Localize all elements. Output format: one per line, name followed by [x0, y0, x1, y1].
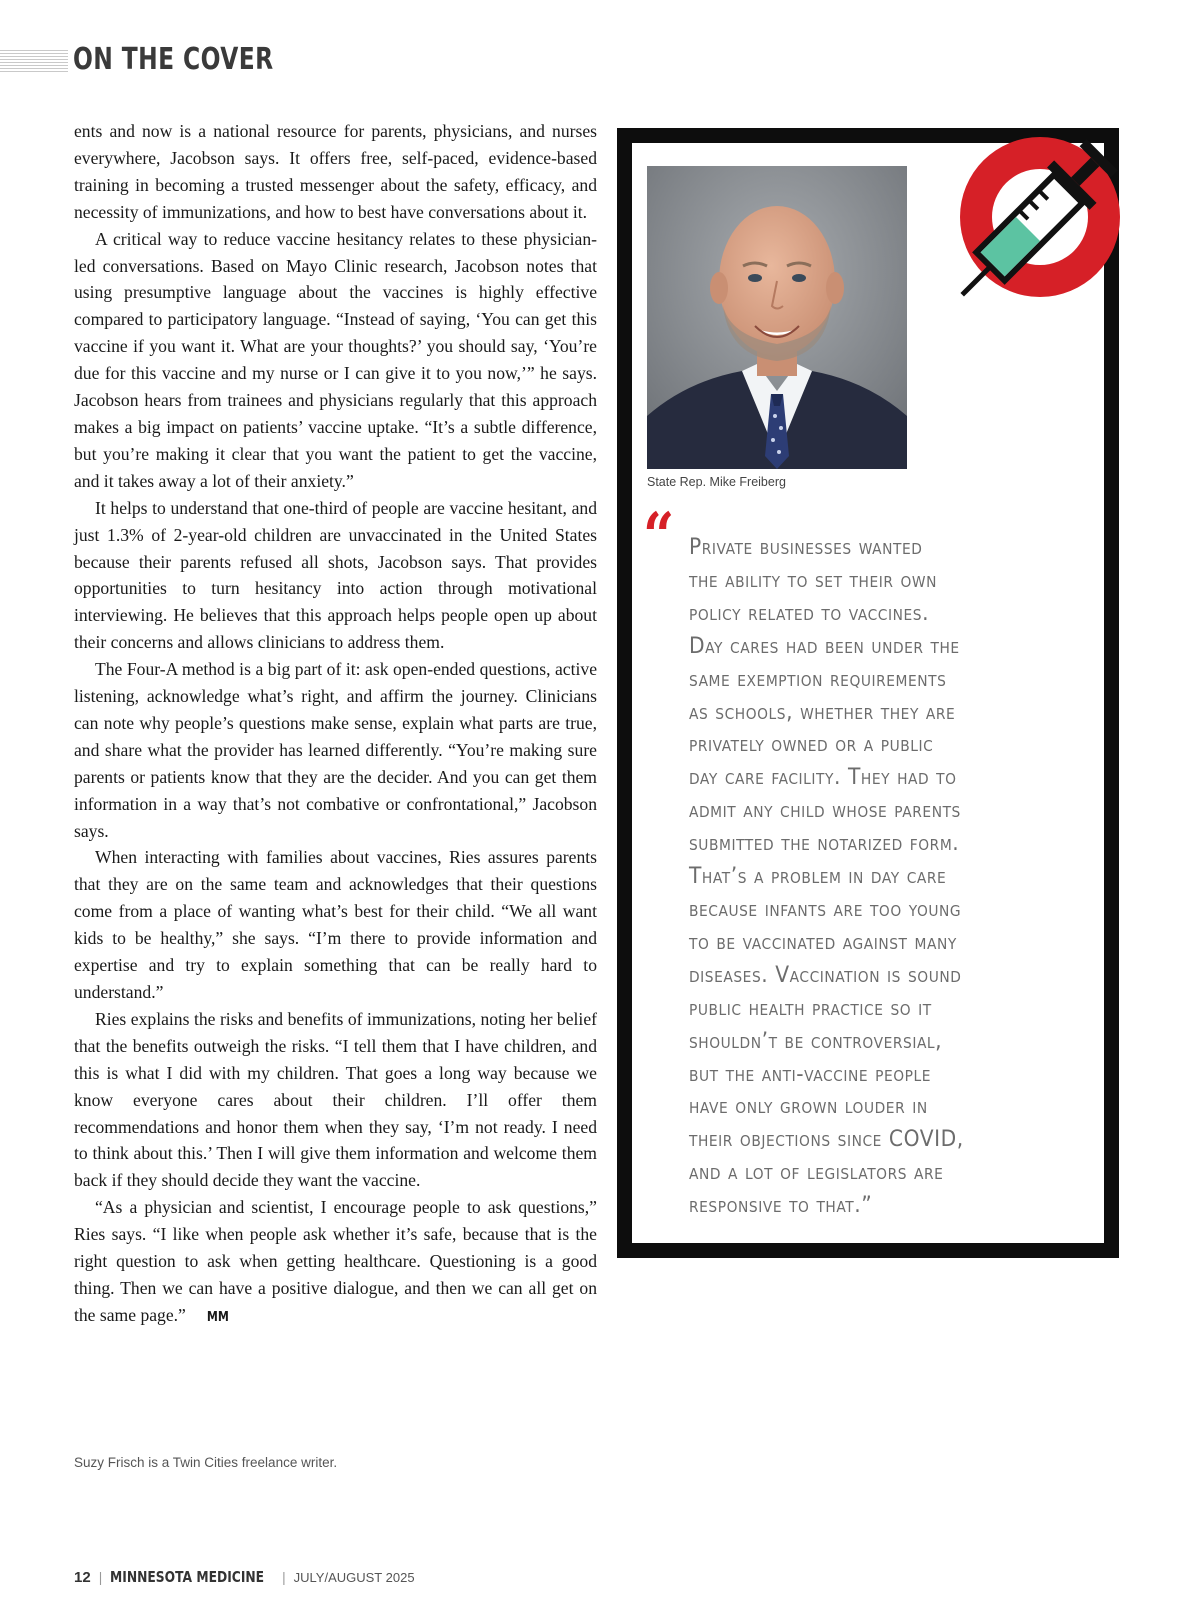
quote-line: admit any child whose parents: [689, 798, 961, 824]
article-paragraph: A critical way to reduce vaccine hesitancy relates to these physician-led conversations. Based on Mayo Clinic research, Jacobson notes that using presumptive language about the vaccines is highly effective compared to participatory language. “Instead of saying, ‘You can get this vaccine if you want it. What are your thoughts?’ you should say, ‘You’re due for this vaccine and my nurse or I can give it to you now,’” he says. Jacobson hears from trainees and physicians regularly that this approach makes a big impact on patients’ vaccine uptake. “It’s a subtle difference, but you’re making it clear that you want the patient to get the vaccine, and it takes away a lot of their anxiety.”: [74, 228, 597, 491]
quote-line: to be vaccinated against many: [689, 929, 957, 955]
section-header: [0, 42, 400, 82]
end-mark: MM: [206, 1309, 229, 1325]
page-number: 12: [74, 1568, 91, 1586]
quote-line: as schools, whether they are: [689, 699, 956, 725]
quote-line: submitted the notarized form.: [689, 831, 960, 857]
quote-line: same exemption requirements: [689, 666, 947, 692]
magazine-name: MINNESOTA MEDICINE: [110, 1568, 265, 1586]
quote-line: public health practice so it: [689, 995, 932, 1021]
photo-caption: State Rep. Mike Freiberg: [647, 475, 786, 489]
quote-line: and a lot of legislators are: [689, 1160, 944, 1186]
quote-line: shouldn’t be controversial,: [689, 1028, 943, 1054]
quote-line: privately owned or a public: [689, 732, 934, 758]
section-label: ON THE COVER: [73, 42, 274, 77]
portrait-photo: [647, 166, 907, 469]
quote-line: That’s a problem in day care: [689, 864, 947, 890]
quote-line: have only grown louder in: [689, 1094, 928, 1120]
footer-divider: |: [282, 1569, 286, 1585]
author-note: Suzy Frisch is a Twin Cities freelance writer.: [74, 1455, 338, 1470]
quote-line: responsive to that.”: [689, 1193, 873, 1219]
no-vaccine-badge: [940, 115, 1140, 320]
quote-line: diseases. Vaccination is sound: [689, 962, 962, 988]
page-footer: [74, 1567, 415, 1587]
quote-line: because infants are too young: [689, 896, 962, 922]
quote-line: the ability to set their own: [689, 567, 937, 593]
quote-line: Private businesses wanted: [689, 535, 923, 560]
article-paragraph: ents and now is a national resource for parents, physicians, and nurses everywhere, Jacobson says. It offers free, self-paced, evidence-based training in becoming a trusted messenger about the safety, efficacy, and necessity of immunizations, and how to best have conversations about it.: [74, 121, 597, 222]
quote-line: Day cares had been under the: [689, 633, 960, 659]
quote-line: day care facility. They had to: [689, 765, 957, 791]
article-paragraph: Ries explains the risks and benefits of immunizations, noting her belief that the benefits outweigh the risks. “I tell them that I have children, and this is what I did with my children. That goes a long way because we know everyone cares about their children. I’ll offer them recommendations and honor them when they say, ‘I’m not ready. I need to think about this.’ Then I will give them information and welcome them back if they should decide they want the vaccine.: [74, 1008, 597, 1191]
quote-line: policy related to vaccines.: [689, 600, 930, 626]
article-paragraph-last: [74, 1194, 597, 1332]
header-stripes: [0, 50, 68, 72]
footer-divider: |: [98, 1569, 103, 1585]
quote-mark-icon: “: [643, 499, 675, 574]
quote-line: their objections since COVID,: [689, 1127, 964, 1153]
quote-line: but the anti-vaccine people: [689, 1061, 932, 1087]
portrait-illustration: [647, 166, 907, 469]
issue-date: JULY/AUGUST 2025: [293, 1569, 415, 1585]
article-paragraph: It helps to understand that one-third of people are vaccine hesitant, and just 1.3% of 2-year-old children are unvaccinated in the United States because their parents refused all shots, Jacobson says. That provides opportunities to turn hesitancy into action through motivational interviewing. He believes that this approach helps people open up about their concerns and allows clinicians to address them.: [74, 497, 597, 653]
article-paragraph: When interacting with families about vaccines, Ries assures parents that they are on the same team and acknowledges that their questions come from a place of wanting what’s best for their child. “We all want kids to be healthy,” she says. “I’m there to provide information and expertise and try to explain something that can be really hard to understand.”: [74, 847, 597, 1002]
article-body: [74, 118, 597, 1332]
article-paragraph: The Four-A method is a big part of it: ask open-ended questions, active listening, acknowledge what’s right, and affirm the journey. Clinicians can note why people’s questions make sense, explain what parts are true, and share what the provider has learned differently. “You’re making sure parents or patients know that they are the decider. And you can get them information in a way that’s not combative or confrontational,” Jacobson says.: [74, 659, 597, 841]
pull-quote: [689, 532, 1081, 1223]
article-paragraph-text: “As a physician and scientist, I encourage people to ask questions,” Ries says. “I like when people ask whether it’s safe, because that is the right question to ask when getting healthcare. Questioning is a good thing. Then we can have a positive dialogue, and then we can all get on the same page.”: [74, 1197, 597, 1325]
